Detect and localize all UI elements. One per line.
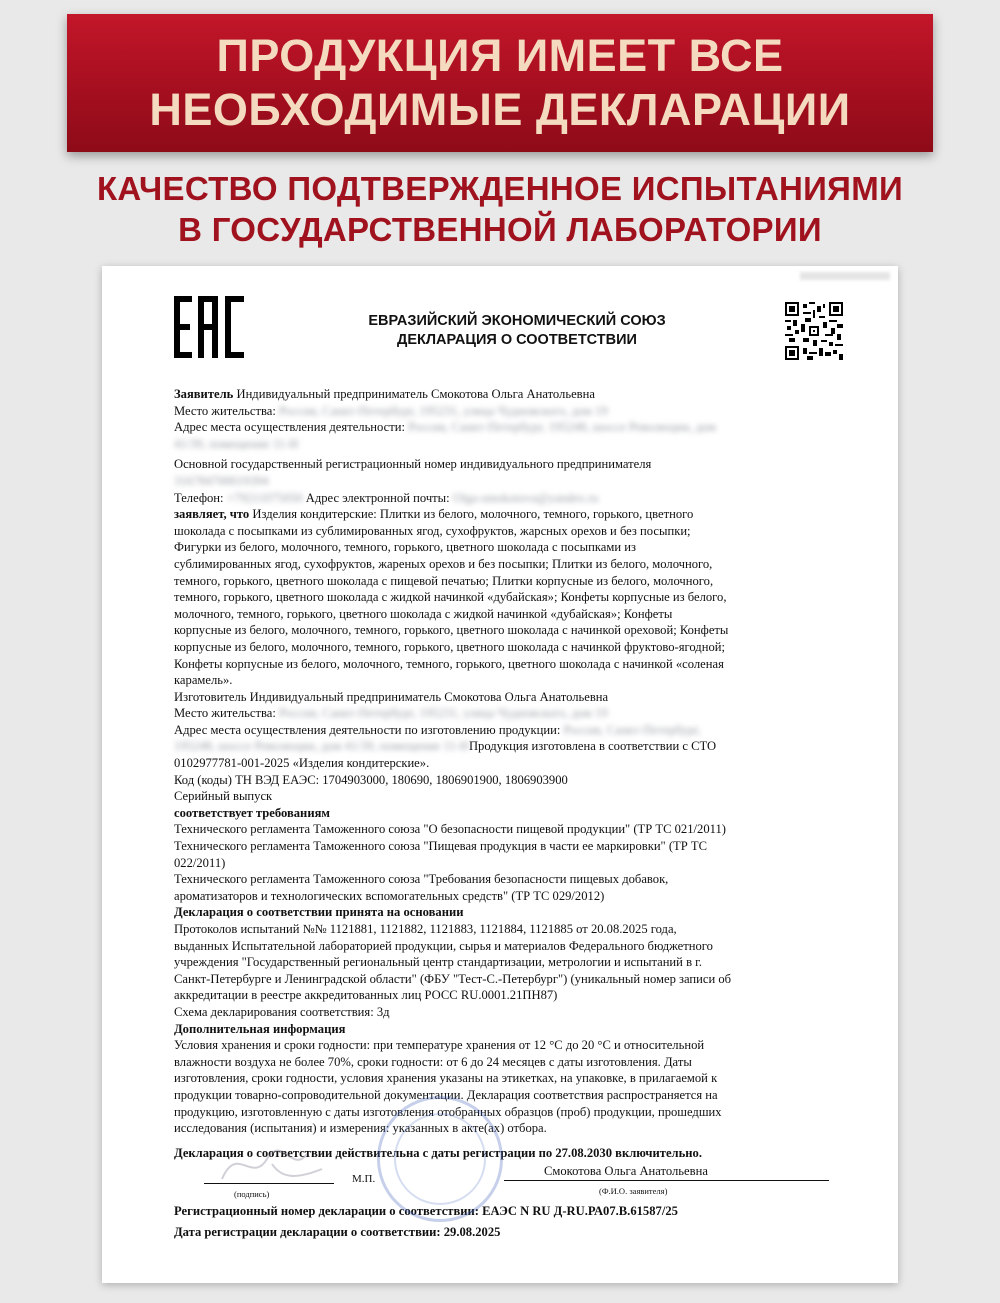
document-header [302, 312, 732, 350]
declares-label: заявляет, что [174, 507, 250, 522]
activity-address-line [174, 419, 814, 436]
ogrnip-line [174, 473, 814, 490]
redacted-phone: +79211075050 [226, 490, 303, 505]
signer-caption: (Ф.И.О. заявителя) [599, 1186, 668, 1197]
manufacturer-address-label: Адрес места осуществления деятельности по изготовлению продукции: [174, 722, 564, 737]
product-line-2: Фигурки из белого, молочного, темного, горького, цветного шоколада с посыпками из [174, 540, 636, 555]
regulation-line-1: Технического регламента Таможенного союза "Пищевая продукция в части ее маркировки" (ТР ТС [174, 839, 707, 854]
subheadline [0, 168, 1000, 250]
activity-address-label: Адрес места осуществления деятельности: [174, 420, 409, 435]
redacted-manufacturer-address: Россия, Санкт-Петербург, [563, 722, 701, 737]
product-line-9: Конфеты корпусные из белого, молочного, темного, горького, цветного шоколада с начинкой «соленая [174, 656, 724, 671]
complies-label: соответствует требованиям [174, 805, 330, 820]
declaration-document [102, 266, 898, 1283]
applicant-line [174, 386, 814, 403]
regulation-line-2: 022/2011) [174, 855, 226, 870]
ogrnip-label: Основной государственный регистрационный номер индивидуального предпринимателя [174, 457, 652, 472]
redacted-ogrnip: 316784700019394 [174, 473, 269, 488]
redacted-email: Olga-smokotova@yandex.ru [452, 490, 599, 505]
tnved-line: Код (коды) ТН ВЭД ЕАЭС: 1704903000, 180690, 1806901900, 1806903900 [174, 772, 568, 787]
signature-caption: (подпись) [234, 1189, 270, 1200]
activity-address-line-2 [174, 436, 814, 453]
redacted-manufacturer-address-2: 195248, шоссе Революции, дом 41/39, помещение 11-Н [174, 739, 469, 754]
blue-stamp [377, 1096, 503, 1222]
scheme-line: Схема декларирования соответствия: 3д [174, 1004, 390, 1019]
protocol-line-1: выданных Испытательной лабораторией продукции, сырья и материалов Федерального бюджетного [174, 938, 713, 953]
regulation-line-4: ароматизаторов и технологических вспомогательных средств" (ТР ТС 029/2012) [174, 888, 605, 903]
banner-line-2: НЕОБХОДИМЫЕ ДЕКЛАРАЦИИ [149, 84, 851, 135]
product-line-7: корпусные из белого, молочного, темного, горького, цветного шоколада с начинкой ореховой; Конфеты [174, 623, 729, 638]
product-line-0 [174, 506, 814, 523]
additional-line-5: исследования (испытания) и измерения: указанных в акте(ах) отбора. [174, 1121, 547, 1136]
additional-line-3: продукции товарно-сопроводительной документации. Декларация соответствия распространяется на [174, 1087, 718, 1102]
redacted-activity-address-2: 41/39, помещение 11-Н [174, 436, 299, 451]
additional-line-2: изготовления, сроки годности, условия хранения указаны на этикетках, на упаковке, в прилагаемой к [174, 1071, 718, 1086]
additional-line-1: влажности воздуха не более 70%, сроки годности: от 6 до 24 месяцев с даты изготовления. Даты [174, 1054, 692, 1069]
blurred-corner-mark [800, 272, 890, 280]
protocol-line-2: учреждения "Государственный региональный центр стандартизации, метрологии и испытаний в г. [174, 955, 703, 970]
product-line-4: темного, горького, цветного шоколада с пищевой печатью; Плитки корпусные из белого, молочного, [174, 573, 714, 588]
protocol-line-0: Протоколов испытаний №№ 1121881, 1121882, 1121883, 1121884, 1121885 от 20.08.2025 года, [174, 922, 677, 936]
manufacturer-address-line-2 [174, 738, 814, 755]
product-line-6: молочного, темного, горького, цветного шоколада с жидкой начинкой «дубайская»; Конфеты [174, 606, 673, 621]
additional-line-0: Условия хранения и сроки годности: при температуре хранения от 12 °С до 20 °С и относительной [174, 1038, 705, 1053]
phone-label: Телефон: [174, 490, 227, 505]
product-line-5: темного, горького, цветного шоколада с жидкой начинкой «дубайская»; Конфеты корпусные из белого, [174, 590, 727, 605]
registration-date: Дата регистрации декларации о соответствии: 29.08.2025 [174, 1224, 501, 1239]
regulation-line-0: Технического регламента Таможенного союза "О безопасности пищевой продукции" (ТР ТС 021/2011) [174, 822, 726, 837]
product-line-3: сублимированных ягод, сухофруктов, жареных орехов и без посыпки; Плитки из белого, молочного, [174, 556, 713, 571]
contacts-line [174, 490, 814, 507]
validity-line: Декларация о соответствии действительна с даты регистрации по 27.08.2030 включительно. [174, 1145, 702, 1160]
signer-name: Смокотова Ольга Анатольевна [544, 1164, 708, 1179]
protocol-line-4: аккредитации в реестре аккредитованных лиц РОСС RU.0001.21ПН87) [174, 988, 558, 1003]
subhead-line-1: КАЧЕСТВО ПОДТВЕРЖДЕННОЕ ИСПЫТАНИЯМИ [96, 170, 904, 207]
registration-number: Регистрационный номер декларации о соответствии: ЕАЭС N RU Д-RU.РА07.В.61587/25 [174, 1204, 678, 1219]
applicant-value: Индивидуальный предприниматель Смокотова Ольга Анатольевна [233, 387, 595, 401]
residence-line [174, 403, 814, 420]
document-title: ДЕКЛАРАЦИЯ О СООТВЕТСТВИИ [397, 332, 637, 348]
redacted-manufacturer-residence: Россия, Санкт-Петербург, 195231, улица Чудновского, дом 19 [278, 706, 608, 721]
basis-label: Декларация о соответствии принята на основании [174, 905, 464, 920]
applicant-label: Заявитель [174, 387, 234, 401]
declaration-body [174, 386, 814, 1241]
subhead-line-2: В ГОСУДАРСТВЕННОЙ ЛАБОРАТОРИИ [178, 211, 822, 248]
union-name: ЕВРАЗИЙСКИЙ ЭКОНОМИЧЕСКИЙ СОЮЗ [368, 313, 666, 329]
qr-code-icon [785, 302, 843, 360]
manufacturer-line: Изготовитель Индивидуальный предприниматель Смокотова Ольга Анатольевна [174, 689, 609, 704]
product-line-1: шоколада с посыпками из сублимированных ягод, сухофруктов, жарсных орехов и без посыпки; [174, 523, 691, 538]
residence-label: Место жительства: [174, 403, 279, 418]
sto-line-2: 0102977781-001-2025 «Изделия кондитерские». [174, 756, 430, 771]
seal-placeholder: М.П. [352, 1173, 376, 1186]
regulation-line-3: Технического регламента Таможенного союза "Требования безопасности пищевых добавок, [174, 872, 669, 887]
product-text: Изделия кондитерские: Плитки из белого, молочного, темного, горького, цветного [249, 507, 694, 522]
protocol-line-3: Санкт-Петербурге и Ленинградской области" (ФБУ "Тест-С.-Петербург") (уникальный номер записи об [174, 971, 732, 986]
redacted-activity-address: Россия, Санкт-Петербург, 195248, шоссе Революции, дом [408, 420, 717, 435]
manufacturer-address-line [174, 722, 814, 739]
eac-logo-icon [174, 296, 244, 358]
additional-label: Дополнительная информация [174, 1021, 346, 1036]
additional-line-4: продукцию, изготовленную с даты изготовления отобранных образцов (проб) продукции, прошедших [174, 1104, 722, 1119]
headline-banner [67, 14, 933, 152]
email-label: Адрес электронной почты: [305, 490, 453, 505]
manufacturer-residence-label: Место жительства: [174, 706, 279, 721]
redacted-residence: Россия, Санкт-Петербург, 195231, улица Чудновского, дом 19 [278, 403, 608, 418]
signer-line [504, 1180, 829, 1181]
stamp-inner-ring [394, 1113, 486, 1205]
sto-text: Продукция изготовлена в соответствии с СТО [468, 739, 717, 754]
banner-line-1: ПРОДУКЦИЯ ИМЕЕТ ВСЕ [216, 30, 784, 81]
product-line-8: корпусные из белого, молочного, темного, горького, цветного шоколада с начинкой фруктово-ягодной; [174, 639, 725, 654]
serial-line: Серийный выпуск [174, 789, 273, 804]
product-line-10: карамель». [174, 673, 233, 688]
manufacturer-residence-line [174, 705, 814, 722]
handwritten-signature [212, 1134, 332, 1194]
